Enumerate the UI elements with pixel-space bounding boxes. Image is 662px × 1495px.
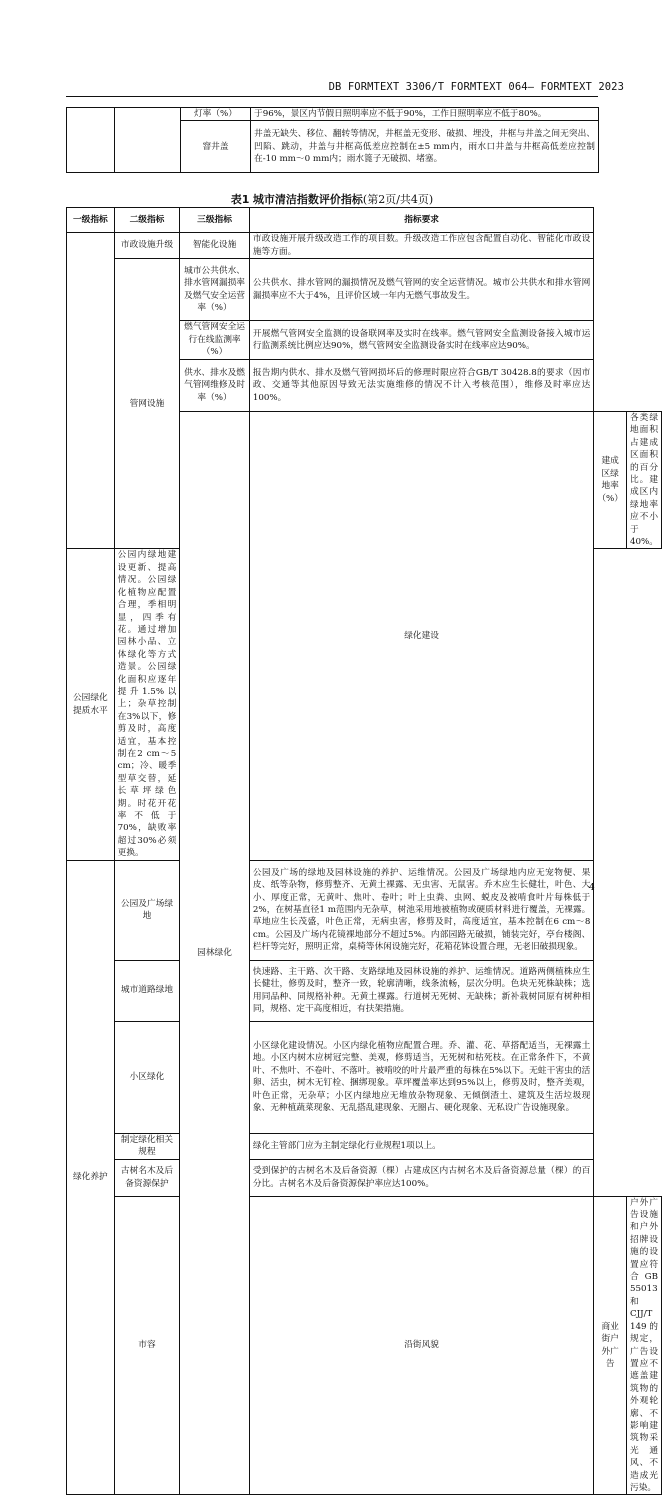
l3-cell: 城市道路绿地 bbox=[114, 960, 180, 1021]
table-caption bbox=[66, 191, 598, 207]
table-row bbox=[67, 108, 599, 121]
l3-cell: 窨井盖 bbox=[181, 121, 251, 173]
table-row bbox=[67, 1159, 662, 1196]
l3-cell: 灯率（%） bbox=[181, 108, 251, 121]
indicator-table bbox=[66, 207, 662, 1495]
req-cell: 户外广告设施和户外招牌设施的设置应符合GB 55013和CJJ/T 149的规定，广告设置应不遮盖建筑物的外观轮廓、不影响建筑物采光通风、不造成光污染。 bbox=[627, 1196, 662, 1495]
req-cell: 各类绿地面积占建成区面积的百分比。建成区内绿地率应不小于40%。 bbox=[627, 412, 662, 549]
req-cell: 公共供水、排水管网的漏损情况及燃气管网的安全运营情况。城市公共供水和排水管网漏损率应不大于4%，且评价区域一年内无燃气事故发生。 bbox=[249, 259, 594, 321]
l3-cell: 制定绿化相关规程 bbox=[114, 1133, 180, 1159]
l3-cell: 燃气管网安全运行在线监测率（%） bbox=[180, 321, 250, 360]
req-cell: 公园内绿地建设更新、提高情况。公园绿化植物应配置合理，季相明显，四季有花。通过增加园林小品、立体绿化等方式造景。公园绿化面积应逐年提升1.5%以上；杂草控制在3%以下，修剪及时，高度适宜，基本控制在2 cm～5 cm；冷、暖季型草交替，延长草坪绿色期。时花开花率不低于70%，缺败率超过30%必须更换。 bbox=[114, 549, 180, 860]
caption-label: 表1 bbox=[230, 193, 250, 206]
table-row bbox=[67, 259, 662, 321]
header-l1: 一级指标 bbox=[67, 208, 115, 233]
l3-cell: 建成区绿地率（%） bbox=[594, 412, 627, 549]
l3-cell: 智能化设施 bbox=[180, 233, 250, 259]
l2-cell: 绿化养护 bbox=[67, 860, 115, 1495]
l2-cell: 绿化建设 bbox=[249, 412, 594, 861]
l3-cell: 古树名木及后备资源保护 bbox=[114, 1159, 180, 1196]
req-cell: 开展燃气管网安全监测的设备联网率及实时在线率。燃气管网安全监测设备接入城市运行监测系统比例应达90%，燃气管网安全监测设备实时在线率应达90%。 bbox=[249, 321, 594, 360]
page-header: DB FORMTEXT 3306/T FORMTEXT 064— FORMTEXT 2023 bbox=[328, 81, 624, 93]
continued-table bbox=[66, 107, 599, 173]
cell-blank bbox=[67, 108, 115, 173]
req-cell: 绿化主管部门应为主制定绿化行业规程1项以上。 bbox=[249, 1133, 594, 1159]
l1-cell: 市容 bbox=[114, 1196, 180, 1495]
req-cell: 小区绿化建设情况。小区内绿化植物应配置合理。乔、灌、花、草搭配适当，无裸露土地。小区内树木应树冠完整、美观，修剪适当，无死树和枯死枝。在正常条件下，不黄叶、不焦叶、不卷叶、不落叶。被啃咬的叶片最严重的每株在5%以下。无蛀干害虫的活卵、活虫，树木无钉栓、捆绑现象。草坪覆盖率达到95%以上，修剪及时，整齐美观，叶色正常，无杂草；小区内绿地应无堆放杂物现象、无倾倒渣土、建筑及生活垃圾现象、无种植蔬菜现象、无乱搭乱建现象、无圈占、硬化现象、无私设广告设施现象。 bbox=[249, 1021, 594, 1133]
req-cell: 公园及广场的绿地及园林设施的养护、运维情况。公园及广场绿地内应无宠物便、果皮、纸等杂物，修剪整齐、无黄土裸露、无虫害、无鼠害。乔木应生长健壮，叶色、大小、厚度正常，无黄叶、焦叶、卷叶；叶上虫粪、虫网、蜕皮及被啃食叶片每株低于2%，在树基直径1 m范围内无杂草，树池采用地被植物或硬质材料进行覆盖，无裸露。草地应生长茂盛，叶色正常，无病虫害，修剪及时，高度适宜，基本控制在6 cm～8 cm。公园及广场内花镜裸地部分不超过5%。内部园路无破损，铺装完好，亭台楼阁、栏杆等完好，照明正常，桌椅等休闲设施完好，花箱花钵设置合理，无老旧破损现象。 bbox=[249, 860, 594, 960]
caption-title: 城市清洁指数评价指标 bbox=[252, 193, 363, 206]
l2-cell: 沿街风貌 bbox=[249, 1196, 594, 1495]
table-row bbox=[67, 1133, 662, 1159]
l3-cell: 商业街户外广告 bbox=[594, 1196, 627, 1495]
header-req: 指标要求 bbox=[249, 208, 594, 233]
req-cell: 报告期内供水、排水及燃气管网损坏后的修理时限应符合GB/T 30428.8的要求（因市政、交通等其他原因导致无法实施维修的情况不计入考核范围），维修及时率应达100%。 bbox=[249, 360, 594, 412]
header-l3: 三级指标 bbox=[180, 208, 250, 233]
req-cell: 于96%，景区内节假日照明率应不低于90%，工作日照明率应不低于80%。 bbox=[251, 108, 599, 121]
header-l2: 二级指标 bbox=[114, 208, 180, 233]
l2-cell: 市政设施升级 bbox=[114, 233, 180, 259]
l3-cell: 公园绿化提质水平 bbox=[67, 549, 115, 860]
l1-cell: 园林绿化 bbox=[180, 412, 250, 1495]
table-row bbox=[67, 960, 662, 1021]
table-row bbox=[67, 1196, 662, 1495]
l2-cell: 管网设施 bbox=[114, 259, 180, 549]
header-rule bbox=[66, 96, 598, 97]
l3-cell: 小区绿化 bbox=[114, 1021, 180, 1133]
table-row bbox=[67, 233, 662, 259]
req-cell: 市政设施开展升级改造工作的项目数。升级改造工作应包含配置自动化、智能化市政设施等方面。 bbox=[249, 233, 594, 259]
table-row bbox=[67, 860, 662, 960]
req-cell: 井盖无缺失、移位、翻转等情况，井框盖无变形、破损、埋没，井框与井盖之间无突出、凹陷、跳动，井盖与井框高低差应控制在±5 mm内，雨水口井盖与井框高低差应控制在-10 mm～0 mm内；雨水篦子无破损、堵塞。 bbox=[251, 121, 599, 173]
l3-cell: 供水、排水及燃气管网维修及时率（%） bbox=[180, 360, 250, 412]
req-cell: 快速路、主干路、次干路、支路绿地及园林设施的养护、运维情况。道路两侧植株应生长健壮，修剪及时，整齐一致，轮廓清晰，线条流畅，层次分明。色块无死株缺株；选用同品种、同规格补种。无黄土裸露。行道树无死树、无缺株；新补栽树同原有树种相同，规格、定干高度相近，有扶架措施。 bbox=[249, 960, 594, 1021]
cell-blank bbox=[115, 108, 181, 173]
page-number: 4 bbox=[589, 883, 595, 893]
cell-blank bbox=[67, 233, 115, 549]
l3-cell: 城市公共供水、排水管网漏损率及燃气安全运营率（%） bbox=[180, 259, 250, 321]
table-header-row bbox=[67, 208, 662, 233]
l3-cell: 公园及广场绿地 bbox=[114, 860, 180, 960]
caption-suffix: (第2页/共4页) bbox=[362, 193, 434, 206]
table-row bbox=[67, 1021, 662, 1133]
req-cell: 受到保护的古树名木及后备资源（棵）占建成区内古树名木及后备资源总量（棵）的百分比。古树名木及后备资源保护率应达100%。 bbox=[249, 1159, 594, 1196]
